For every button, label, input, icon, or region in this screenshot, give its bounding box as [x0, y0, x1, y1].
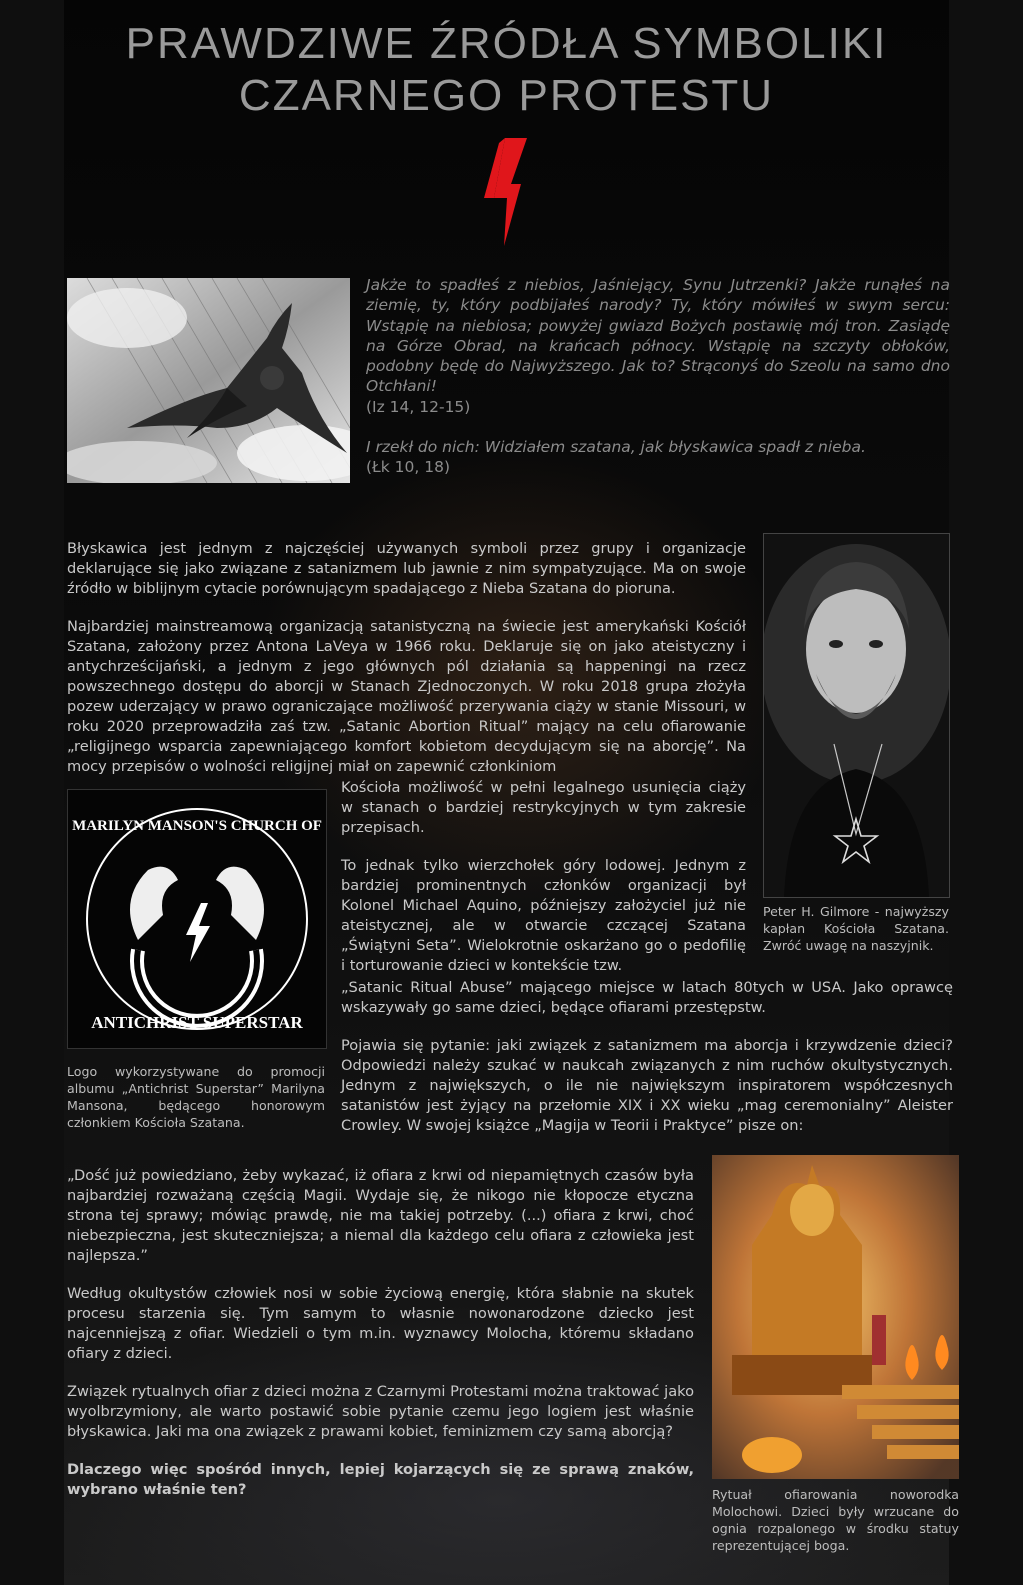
paragraph-closing-question: Dlaczego więc spośród innych, lepiej kojarzących się ze sprawą znaków, wybrano właśnie ten? [67, 1461, 694, 1498]
lightning-bolt-icon [480, 138, 528, 246]
body-upper [67, 539, 746, 777]
moloch-ritual-painting-image [712, 1155, 959, 1479]
body-middle [341, 778, 746, 976]
page-title [64, 18, 949, 122]
bible-quotes [366, 275, 950, 478]
right-margin [949, 0, 1023, 1585]
manson-church-logo-image [67, 789, 327, 1049]
paragraph-church-of-satan: Najbardziej mainstreamową organizacją satanistyczną na świecie jest amerykański Kościół Szatana, założony przez Antona LaVeya w 1966 roku. Deklaruje się on jako ateistyczny i antychrześcijański, a jednym z jego głównych pól działania są happeningi na rzecz powszechnego dostępu do aborcji w Stanach Zjednoczonych. W roku 2018 grupa złożyła pozew uderzający w prawo ograniczające możliwość przerywania ciąży w stanie Missouri, w roku 2020 przeprowadziła zaś tzw. „Satanic Abortion Ritual” mający na celu ofiarowanie „religijnego wsparcia zapewniającego komfort kobietom decydującym się na aborcję”. Na mocy przepisów o wolności religijnej miał on zapewnić członkiniom [67, 618, 746, 775]
isaiah-quote: Jakże to spadłeś z niebios, Jaśniejący, Synu Jutrzenki? Jakże runąłeś na ziemię, ty, który podbijałeś narody? Ty, który mówiłeś w swym sercu: Wstąpię na niebiosa; powyżej gwiazd Bożych postawię mój tron. Zasiądę na Górze Obrad, na krańcach północy. Wstąpię na szczyty obłoków, podobny będę do Najwyższego. Jak to? Strąconyś do Szeolu na samo dno Otchłani! [366, 276, 950, 396]
logo-bottom-text: ANTICHRIST SUPERSTAR [91, 1013, 303, 1032]
title-line-2: CZARNEGO PROTESTU [238, 71, 775, 120]
title-line-1: PRAWDZIWE ŹRÓDŁA SYMBOLIKI [125, 19, 888, 68]
gilmore-portrait-image [763, 533, 950, 898]
isaiah-reference: (Iz 14, 12-15) [366, 397, 471, 416]
body-lower [67, 1166, 694, 1518]
moloch-caption: Rytuał ofiarowania noworodka Molochowi. Dzieci były wrzucane do ognia rozpalonego w środku statuy reprezentującej boga. [712, 1487, 959, 1553]
body-aquino-end [341, 978, 953, 1136]
paragraph-church-of-satan-end: Kościoła możliwość w pełni legalnego usunięcia ciąży w stanach o bardziej restrykcyjnych w tym zakresie przepisach. [341, 779, 746, 836]
paragraph-life-energy: Według okultystów człowiek nosi w sobie życiową energię, która słabnie na skutek procesu starzenia się. Tym samym to własnie nowonarodzone dziecko jest najcenniejszą z ofiar. Wiedzieli o tym m.in. wyznawcy Molocha, któremu składano ofiary z dzieci. [67, 1285, 694, 1362]
luke-quote: I rzekł do nich: Widziałem szatana, jak błyskawica spadł z nieba. [366, 438, 866, 457]
paragraph-aquino-end: „Satanic Ritual Abuse” mającego miejsce w latach 80tych w USA. Jako oprawcę wskazywały go same dzieci, będące ofiarami przestępstw. [341, 979, 953, 1016]
left-margin [0, 0, 64, 1585]
paragraph-crowley-quote: „Dość już powiedziano, żeby wykazać, iż ofiara z krwi od niepamiętnych czasów była najbardziej rozważaną częścią Magii. Wydaje się, że nikogo nie kłopocze etyczna strona tej sprawy; mówiąc prawdę, nie ma takiej potrzeby. (...) ofiara z krwi, choć niebezpieczna, jest skuteczniejsza; a niemal dla każdego celu ofiara z człowieka jest najlepsza.” [67, 1167, 694, 1264]
paragraph-crowley: Pojawia się pytanie: jaki związek z satanizmem ma aborcja i krzywdzenie dzieci? Odpowiedzi należy szukać w naukcah związanych z nim ruchów okultystycznych. Jednym z największych, o ile nie największym inspiratorem współczesnych satanistów jest żyjący na przełomie XIX i XX wieku „mag ceremonialny” Aleister Crowley. W swojej książce „Magija w Teorii i Praktyce” pisze on: [341, 1037, 953, 1134]
fallen-angel-engraving-image [67, 278, 350, 483]
manson-caption: Logo wykorzystywane do promocji albumu „Antichrist Superstar” Marilyna Mansona, będącego honorowym członkiem Kościoła Szatana. [67, 1064, 325, 1130]
gilmore-caption: Peter H. Gilmore - najwyższy kapłan Kościoła Szatana. Zwróć uwagę na naszyjnik. [763, 904, 949, 953]
paragraph-lightning: Błyskawica jest jednym z najczęściej używanych symboli przez grupy i organizacje deklarujące się jako związane z satanizmem lub jawnie z nim sympatyzujące. Ma on swoje źródło w biblijnym cytacie porównującym spadającego z Nieba Szatana do pioruna. [67, 540, 746, 597]
luke-reference: (Łk 10, 18) [366, 458, 451, 477]
logo-top-text: MARILYN MANSON'S CHURCH OF [72, 818, 322, 834]
paragraph-black-protests: Związek rytualnych ofiar z dzieci można z Czarnymi Protestami można traktować jako wyolbrzymiony, ale warto postawić sobie pytanie czemu jego logiem jest właśnie błyskawica. Jaki ma ona związek z prawami kobiet, feminizmem czy samą aborcją? [67, 1383, 694, 1440]
paragraph-aquino: To jednak tylko wierzchołek góry lodowej. Jednym z bardziej prominentnych członków organizacji był Kolonel Michael Aquino, późniejszy założyciel już nie ateistycznej, ale w otwarcie czczącej Szatana „Świątyni Seta”. Wielokrotnie oskarżano go o pedofilię i torturowanie dzieci w kontekście tzw. [341, 857, 746, 974]
